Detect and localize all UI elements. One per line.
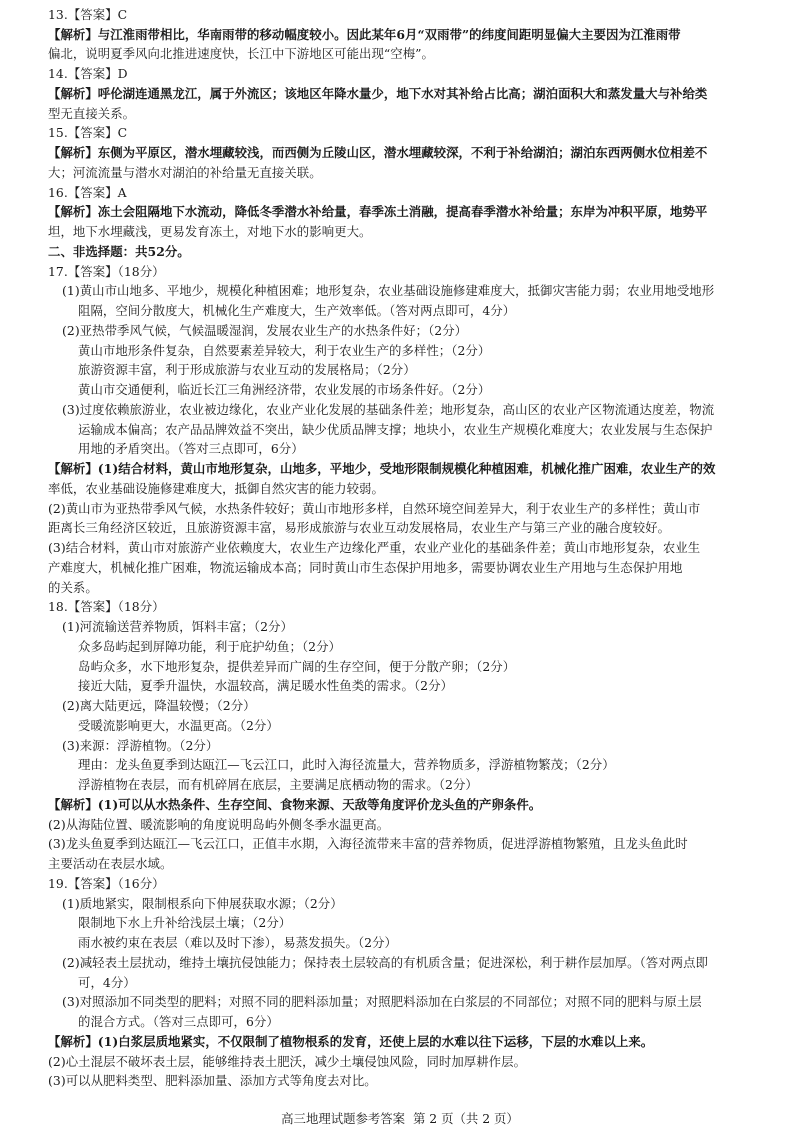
- text-line: (2)黄山市为亚热带季风气候，水热条件较好；黄山市地形多样，自然环境空间差异大，利于农业生产的多样性；黄山市: [48, 500, 701, 516]
- text-line: 产难度大，机械化推广困难，物流运输成本高；同时黄山市生态保护用地多，需要协调农业生产用地与生态保护用地: [48, 559, 683, 575]
- text-line: 偏北，说明夏季风向北推进速度快，长江中下游地区可能出现“空梅”。: [48, 46, 434, 62]
- text-line: 【解析】东侧为平原区，潜水埋藏较浅，而西侧为丘陵山区，潜水埋藏较深，不利于补给湖泊；湖泊东西两侧水位相差不: [48, 145, 708, 161]
- text-line: 型无直接关系。: [48, 105, 136, 121]
- text-line: (2)心土混层不破坏表土层，能够维持表土肥沃，减少土壤侵蚀风险，同时加厚耕作层。: [48, 1053, 527, 1069]
- text-line: 旅游资源丰富，利于形成旅游与农业互动的发展格局；（2分）: [78, 362, 416, 378]
- text-line: 浮游植物在表层，而有机碎屑在底层，主要满足底栖动物的需求。（2分）: [78, 777, 478, 793]
- text-line: (3)可以从肥料类型、肥料添加量、添加方式等角度去对比。: [48, 1073, 377, 1089]
- text-line: (3)龙头鱼夏季到达瓯江—飞云江口，正值丰水期，入海径流带来丰富的营养物质，促进浮游植物繁殖，且龙头鱼此时: [48, 836, 688, 852]
- text-line: 阻隔，空间分散度大，机械化生产难度大，生产效率低。（答对两点即可，4分）: [78, 303, 516, 319]
- text-line: 18.【答案】（18分）: [48, 599, 165, 615]
- text-line: (3)来源：浮游植物。（2分）: [62, 737, 219, 753]
- text-line: 可，4分）: [78, 974, 136, 990]
- text-line: 【解析】(1)可以从水热条件、生存空间、食物来源、天敌等角度评价龙头鱼的产卵条件。: [48, 796, 542, 812]
- page-footer: 高三地理试题参考答案 第 2 页（共 2 页）: [281, 1111, 519, 1126]
- text-line: 【解析】(1)白浆层质地紧实，不仅限制了植物根系的发育，还使上层的水难以往下运移，下层的水难以上来。: [48, 1033, 654, 1049]
- text-line: 14.【答案】D: [48, 66, 128, 82]
- text-line: 接近大陆，夏季升温快，水温较高，满足暖水性鱼类的需求。（2分）: [78, 678, 453, 694]
- text-line: 【解析】呼伦湖连通黑龙江，属于外流区；该地区年降水量少，地下水对其补给占比高；湖泊面积大和蒸发量大与补给类: [48, 85, 708, 101]
- text-line: 13.【答案】C: [48, 7, 128, 22]
- text-line: (2)离大陆更远，降温较慢；（2分）: [62, 698, 256, 714]
- text-line: 用地的矛盾突出。（答对三点即可，6分）: [78, 441, 304, 457]
- text-line: 大；河流流量与潜水对湖泊的补给量无直接关联。: [48, 164, 322, 180]
- text-line: (1)黄山市山地多、平地少，规模化种植困难；地形复杂，农业基础设施修建难度大，抵御灾害能力弱；农业用地受地形: [62, 283, 715, 299]
- text-line: 的混合方式。（答对三点即可，6分）: [78, 1014, 279, 1030]
- text-line: (3)过度依赖旅游业，农业被边缘化，农业产业化发展的基础条件差；地形复杂，高山区的农业产区物流通达度差，物流: [62, 401, 715, 417]
- text-line: (2)亚热带季风气候，气候温暖湿润，发展农业生产的水热条件好；（2分）: [62, 322, 468, 338]
- text-line: (2)减轻表土层扰动，维持土壤抗侵蚀能力；保持表土层较高的有机质含量；促进深松，利于耕作层加厚。（答对两点即: [62, 954, 708, 970]
- text-line: 主要活动在表层水域。: [48, 856, 173, 872]
- text-line: 受暖流影响更大，水温更高。（2分）: [78, 717, 279, 733]
- text-line: (3)结合材料，黄山市对旅游产业依赖度大，农业生产边缘化严重，农业产业化的基础条件差；黄山市地形复杂，农业生: [48, 540, 701, 556]
- text-line: (1)质地紧实，限制根系向下伸展获取水源；（2分）: [62, 895, 343, 911]
- text-line: 黄山市交通便利，临近长江三角洲经济带，农业发展的市场条件好。（2分）: [78, 382, 491, 398]
- text-line: 17.【答案】（18分）: [48, 263, 165, 279]
- text-line: 理由：龙头鱼夏季到达瓯江—飞云江口，此时入海径流量大，营养物质多，浮游植物繁茂；（2分）: [78, 757, 615, 773]
- text-line: 坦，地下水埋藏浅，更易发育冻土，对地下水的影响更大。: [48, 224, 372, 240]
- text-line: (1)河流输送营养物质，饵料丰富；（2分）: [62, 619, 293, 635]
- text-line: 【解析】冻土会阻隔地下水流动，降低冬季潜水补给量，春季冻土消融，提高春季潜水补给量；东岸为冲积平原，地势平: [48, 204, 708, 220]
- text-line: (3)对照添加不同类型的肥料；对照不同的肥料添加量；对照肥料添加在白浆层的不同部位；对照不同的肥料与原土层: [62, 994, 702, 1010]
- text-line: 岛屿众多，水下地形复杂，提供差异而广阔的生存空间，便于分散产卵；（2分）: [78, 658, 516, 674]
- text-line: 的关系。: [48, 579, 98, 595]
- text-line: 雨水被约束在表层（难以及时下渗），易蒸发损失。（2分）: [78, 935, 397, 951]
- text-line: 率低，农业基础设施修建难度大，抵御自然灾害的能力较弱。: [48, 480, 384, 496]
- text-line: 19.【答案】（16分）: [48, 875, 165, 891]
- text-line: 16.【答案】A: [48, 184, 127, 200]
- text-line: 15.【答案】C: [48, 125, 128, 141]
- text-line: 【解析】与江淮雨带相比，华南雨带的移动幅度较小。因此某年6月“双雨带”的纬度间距明显偏大主要因为江淮雨带: [48, 26, 681, 42]
- text-line: 黄山市地形条件复杂，自然要素差异较大，利于农业生产的多样性；（2分）: [78, 342, 491, 358]
- text-line: (2)从海陆位置、暖流影响的角度说明岛屿外侧冬季水温更高。: [48, 816, 390, 832]
- text-line: 距离长三角经济区较近，且旅游资源丰富，易形成旅游与农业互动发展格局，农业生产与第三产业的融合度较好。: [48, 520, 671, 536]
- text-line: 众多岛屿起到屏障功能，利于庇护幼鱼；（2分）: [78, 638, 341, 654]
- text-line: 运输成本偏高；农产品品牌效益不突出，缺少优质品牌支撑；地块小，农业生产规模化难度大；农业发展与生态保护: [78, 421, 713, 437]
- text-line: 【解析】(1)结合材料，黄山市地形复杂，山地多，平地少，受地形限制规模化种植困难，机械化推广困难，农业生产的效: [48, 461, 716, 477]
- answer-key-page: [0, 6, 800, 1092]
- text-line: 二、非选择题：共52分。: [48, 243, 190, 259]
- text-line: 限制地下水上升补给浅层土壤；（2分）: [78, 915, 292, 931]
